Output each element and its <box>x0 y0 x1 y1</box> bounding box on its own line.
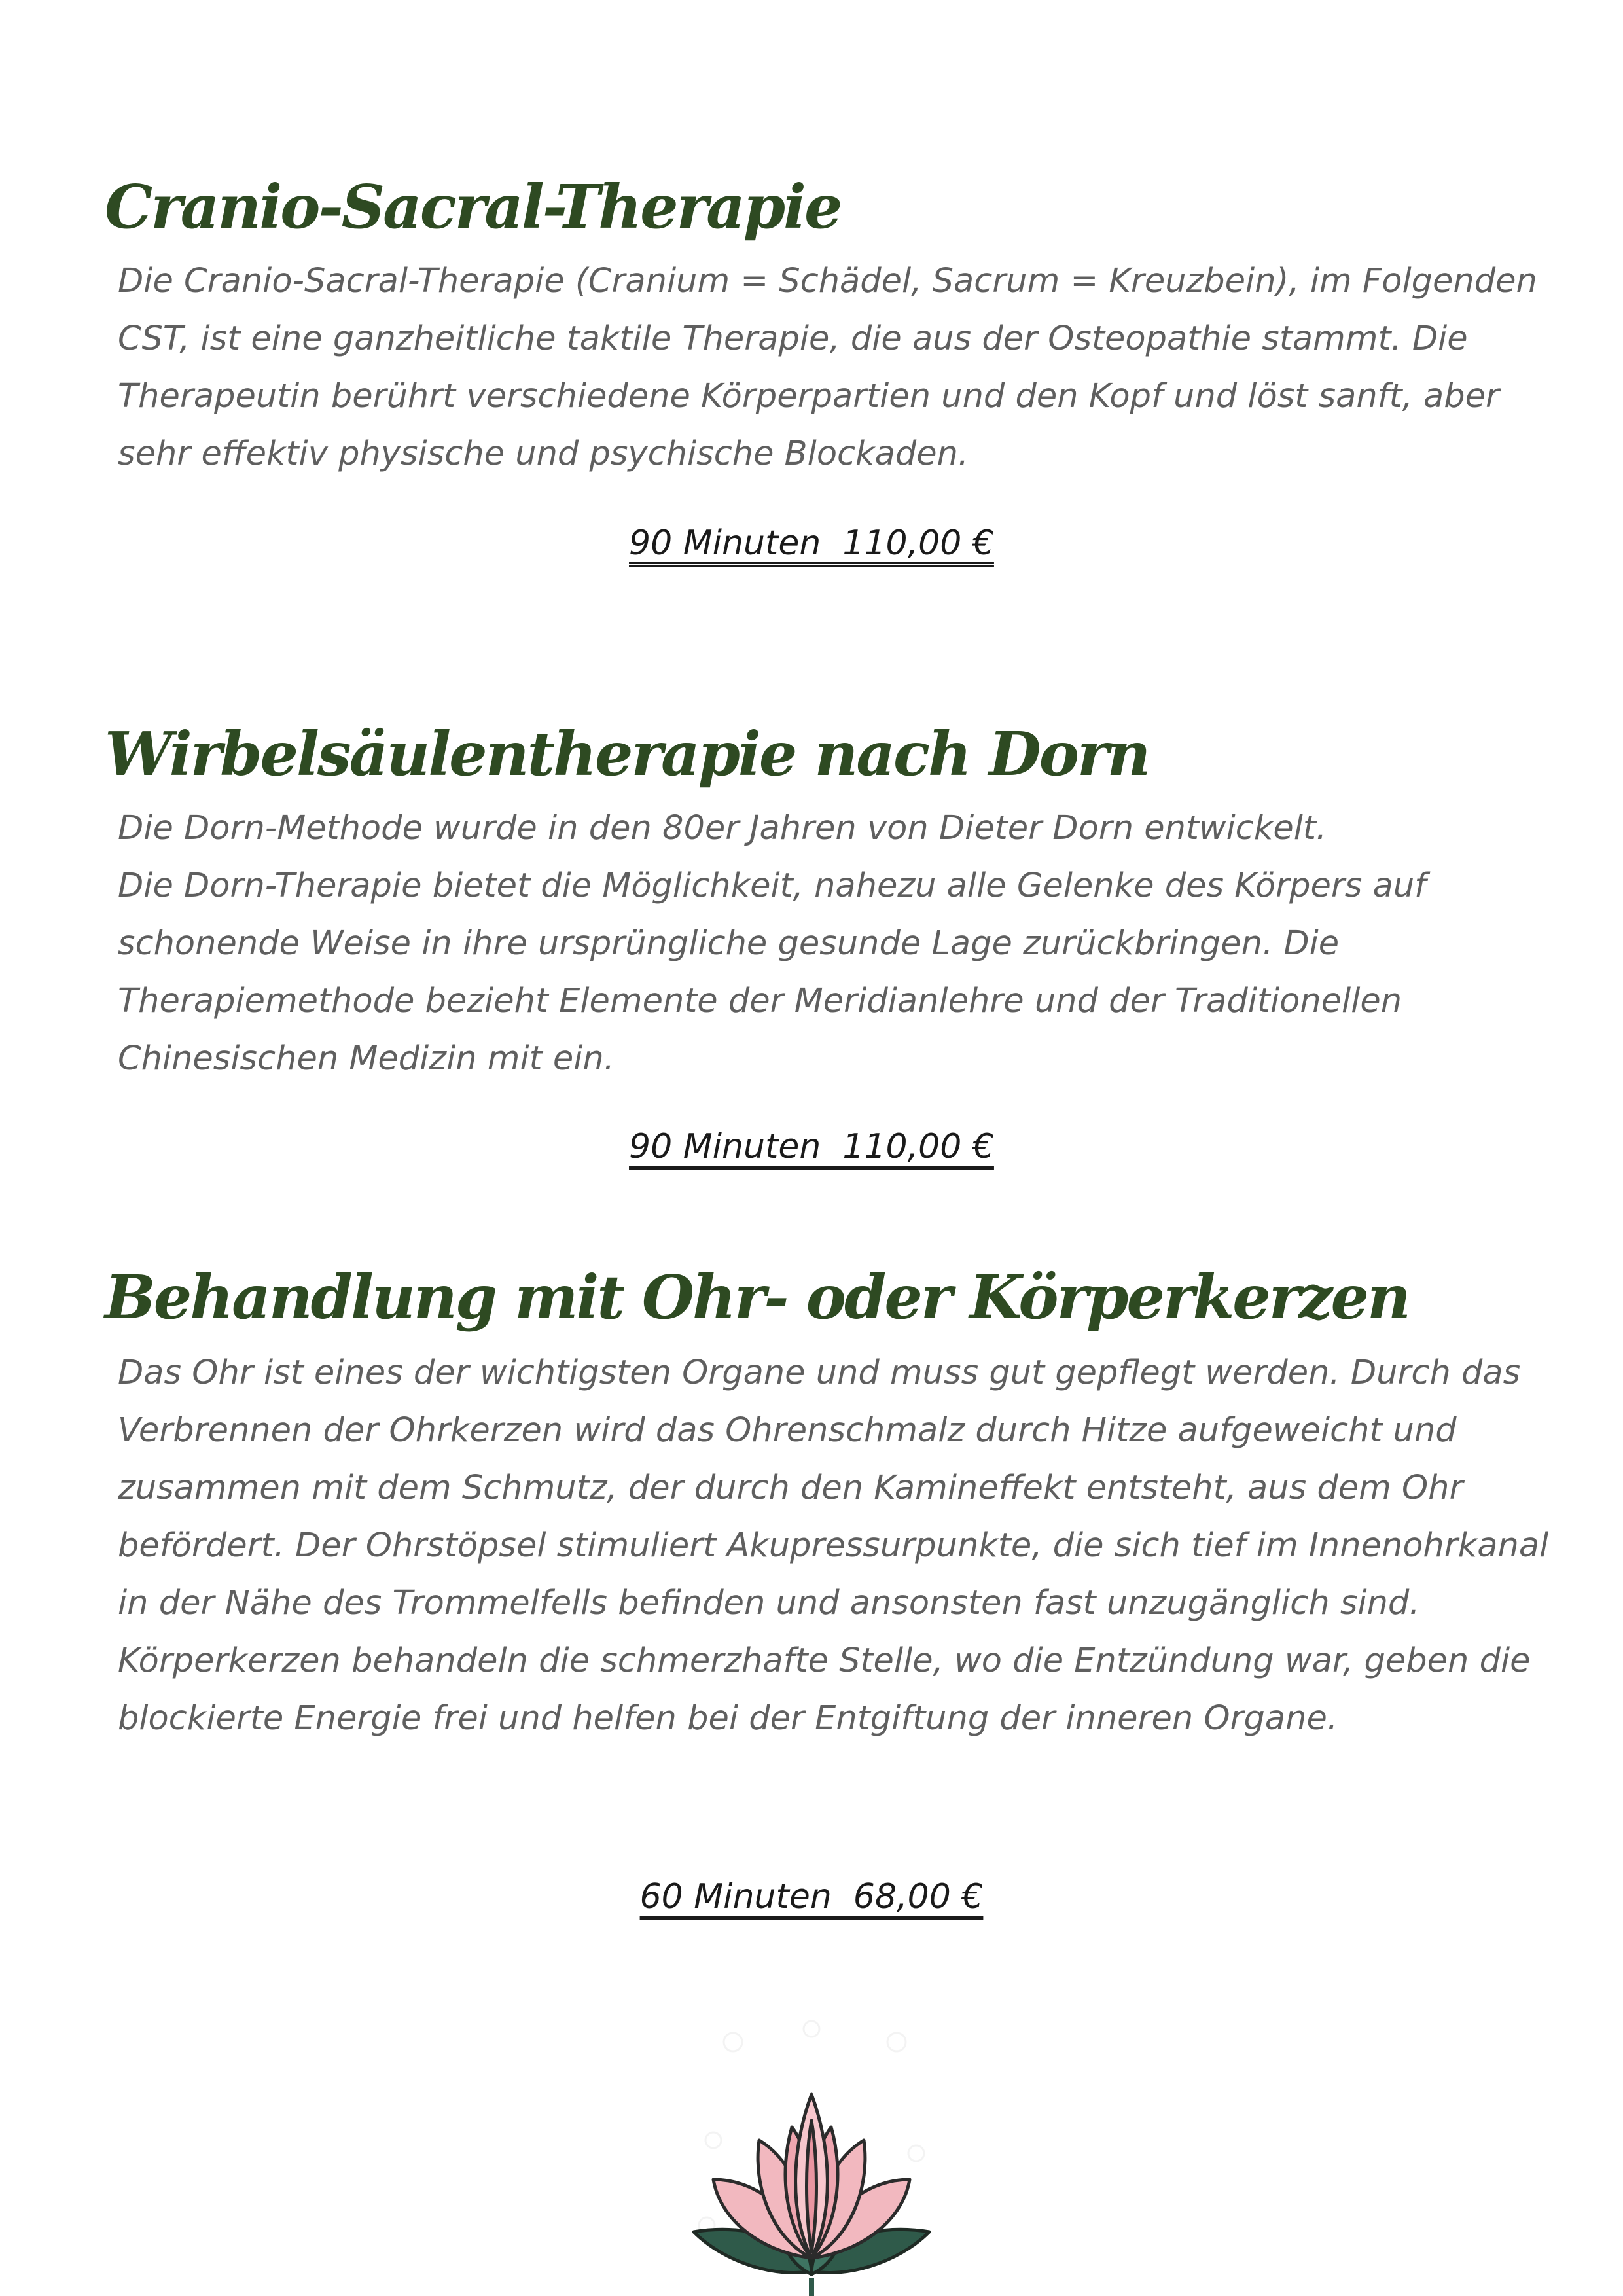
price-label: 90 Minuten 110,00 € <box>629 524 994 563</box>
section-title-dorn: Wirbelsäulentherapie nach Dorn <box>105 719 1149 789</box>
lotus-flower-icon <box>681 2016 942 2296</box>
price-kerzen <box>0 1877 1623 1916</box>
paragraph: Körperkerzen behandeln die schmerzhafte Stelle, wo die Entzündung war, geben die blockierte Energie frei und helfen bei der Entgiftung der inneren Organe. <box>118 1641 1531 1738</box>
lotus-petal-detail <box>807 2121 817 2251</box>
section-body-dorn <box>118 800 1558 1088</box>
price-dorn <box>0 1127 1623 1166</box>
paragraph: Das Ohr ist eines der wichtigsten Organe und muss gut gepflegt werden. Durch das Verbrennen der Ohrkerzen wird das Ohrenschmalz durch Hitze aufgeweicht und zusammen mit dem Schmutz, der durch den Kamineffekt entsteht, aus dem Ohr befördert. Der Ohrstöpsel stimuliert Akupressurpunkte, die sich tief im Innenohrkanal in der Nähe des Trommelfells befinden und ansonsten fast unzugänglich sind. <box>118 1354 1549 1623</box>
price-label: 90 Minuten 110,00 € <box>629 1127 994 1166</box>
paragraph: Die Dorn-Therapie bietet die Möglichkeit, nahezu alle Gelenke des Körpers auf schonende Weise in ihre ursprüngliche gesunde Lage zurückbringen. Die Therapiemethode bezieht Elemente der Meridianlehre und der Traditionellen Chinesischen Medizin mit ein. <box>118 867 1427 1078</box>
price-cranio-sacral <box>0 524 1623 563</box>
section-title-kerzen: Behandlung mit Ohr- oder Körperkerzen <box>105 1262 1409 1333</box>
price-label: 60 Minuten 68,00 € <box>639 1877 984 1916</box>
paragraph: Die Dorn-Methode wurde in den 80er Jahren von Dieter Dorn entwickelt. <box>118 809 1327 848</box>
section-title-cranio-sacral: Cranio-Sacral-Therapie <box>105 171 841 242</box>
paragraph: Die Cranio-Sacral-Therapie (Cranium = Schädel, Sacrum = Kreuzbein), im Folgenden CST, ist eine ganzheitliche taktile Therapie, die aus der Osteopathie stammt. Die Therapeutin berührt verschiedene Körperpartien und den Kopf und löst sanft, aber sehr effektiv physische und psychische Blockaden. <box>118 262 1537 473</box>
section-body-cranio-sacral <box>118 253 1558 483</box>
section-body-kerzen <box>118 1344 1558 1748</box>
